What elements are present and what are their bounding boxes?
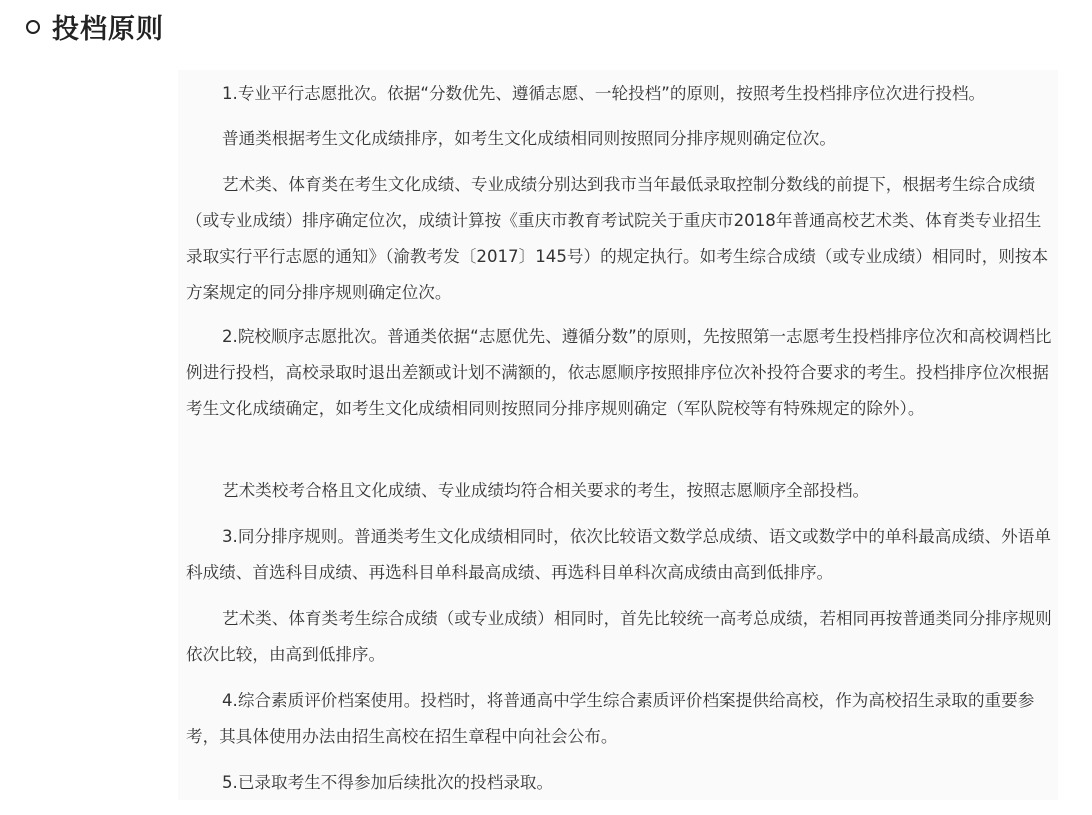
section-heading	[26, 6, 164, 46]
paragraph-5: 艺术类校考合格且文化成绩、专业成绩均符合相关要求的考生，按照志愿顺序全部投档。	[222, 481, 870, 500]
paragraph-4: 2.院校顺序志愿批次。普通类依据“志愿优先、遵循分数”的原则，先按照第一志愿考生投档排序位次和高校调档比例进行投档，高校录取时退出差额或计划不满额的，依志愿顺序按照排序位次补投符合要求的考生。投档排序位次根据考生文化成绩确定，如考生文化成绩相同则按照同分排序规则确定（军队院校等有特殊规定的除外）。	[186, 327, 1052, 418]
article-body	[178, 70, 1058, 800]
section-title: 投档原则	[52, 13, 164, 45]
paragraph-2: 普通类根据考生文化成绩排序，如考生文化成绩相同则按照同分排序规则确定位次。	[222, 129, 836, 148]
paragraph-9: 5.已录取考生不得参加后续批次的投档录取。	[222, 773, 554, 792]
paragraph-6: 3.同分排序规则。普通类考生文化成绩相同时，依次比较语文数学总成绩、语文或数学中的单科最高成绩、外语单科成绩、首选科目成绩、再选科目单科最高成绩、再选科目单科次高成绩由高到低排序。	[186, 527, 1051, 582]
circle-bullet-icon	[26, 20, 40, 34]
paragraph-3: 艺术类、体育类在考生文化成绩、专业成绩分别达到我市当年最低录取控制分数线的前提下，根据考生综合成绩（或专业成绩）排序确定位次，成绩计算按《重庆市教育考试院关于重庆市2018年普通高校艺术类、体育类专业招生录取实行平行志愿的通知》（渝教考发〔2017〕145号）的规定执行。如考生综合成绩（或专业成绩）相同时，则按本方案规定的同分排序规则确定位次。	[186, 175, 1049, 302]
paragraph-8: 4.综合素质评价档案使用。投档时，将普通高中学生综合素质评价档案提供给高校，作为高校招生录取的重要参考，其具体使用办法由招生高校在招生章程中向社会公布。	[186, 691, 1035, 746]
paragraph-7: 艺术类、体育类考生综合成绩（或专业成绩）相同时，首先比较统一高考总成绩，若相同再按普通类同分排序规则依次比较，由高到低排序。	[186, 609, 1052, 664]
paragraph-1: 1.专业平行志愿批次。依据“分数优先、遵循志愿、一轮投档”的原则，按照考生投档排序位次进行投档。	[222, 84, 986, 103]
